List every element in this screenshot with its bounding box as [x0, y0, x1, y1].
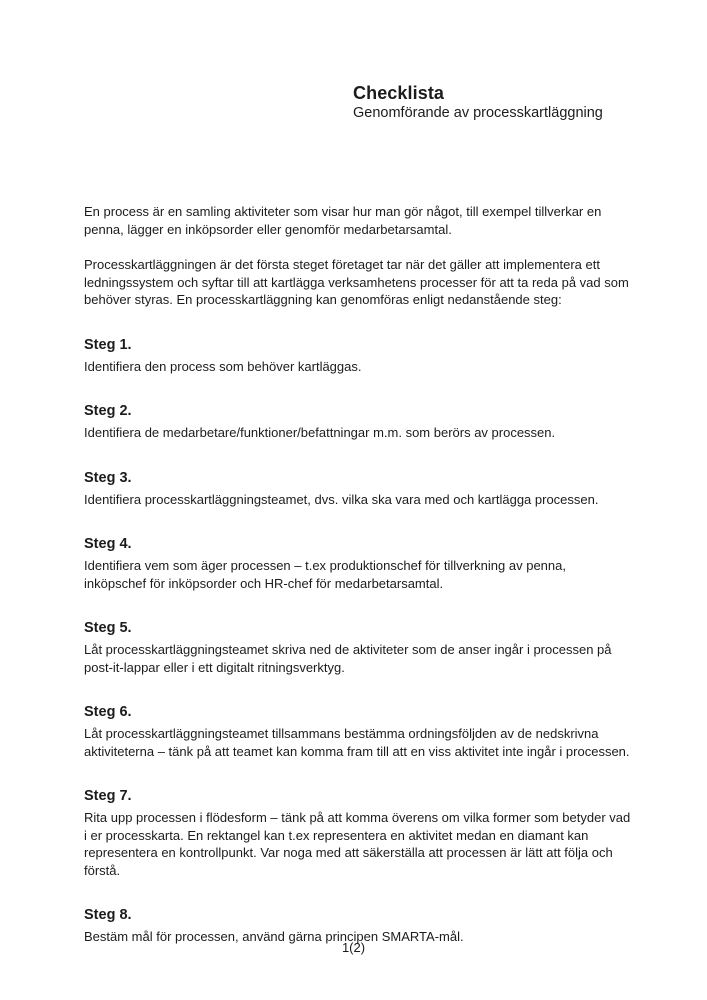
title-block — [353, 82, 603, 123]
step-body-4: Identifiera vem som äger processen – t.ex produktionschef för tillverkning av penna, inköpschef för inköpsorder och HR-chef för medarbetarsamtal. — [84, 558, 566, 591]
step-heading-8: Steg 8. — [84, 907, 132, 923]
intro-paragraph-1: En process är en samling aktiviteter som visar hur man gör något, till exempel tillverkar en penna, lägger en inköpsorder eller genomför medarbetarsamtal. — [84, 204, 602, 237]
step-heading-4: Steg 4. — [84, 536, 132, 552]
step-heading-6: Steg 6. — [84, 704, 132, 720]
intro-paragraph-2: Processkartläggningen är det första steget företaget tar när det gäller att implementera ett ledningssystem och syftar till att kartlägga verksamhetens processer för att ta reda på vad som behöver styras. En processkartläggning kan genomföras enligt nedanstående steg: — [84, 257, 629, 307]
step-body-7: Rita upp processen i flödesform – tänk på att komma överens om vilka former som betyder vad i er processkarta. En rektangel kan t.ex representera en aktivitet medan en diamant kan representera en kontrollpunkt. Var noga med att säkerställa att processen är lätt att följa och förstå. — [84, 810, 631, 878]
step-body-6: Låt processkartläggningsteamet tillsammans bestämma ordningsföljden av de nedskrivna aktiviteterna – tänk på att teamet kan komma fram till att en viss aktivitet inte ingår i processen. — [84, 726, 630, 759]
step-heading-1: Steg 1. — [84, 336, 132, 353]
step-body-1: Identifiera den process som behöver kartläggas. — [84, 358, 362, 374]
step-section-5 — [84, 619, 631, 676]
step-body-3: Identifiera processkartläggningsteamet, dvs. vilka ska vara med och kartlägga processen. — [84, 491, 599, 507]
page-subtitle: Genomförande av processkartläggning — [353, 105, 603, 121]
step-heading-5: Steg 5. — [84, 620, 132, 636]
step-body-2: Identifiera de medarbetare/funktioner/befattningar m.m. som berörs av processen. — [84, 425, 556, 440]
step-section-1 — [84, 336, 631, 376]
page-number: 1(2) — [341, 940, 366, 955]
step-heading-7: Steg 7. — [84, 788, 132, 804]
step-body-5: Låt processkartläggningsteamet skriva ned de aktiviteter som de anser ingår i processen på post-it-lappar eller i ett digitalt ritningsverktyg. — [84, 642, 612, 675]
step-section-6 — [84, 703, 631, 760]
step-heading-2: Steg 2. — [84, 403, 132, 419]
page-title: Checklista — [353, 83, 445, 103]
step-section-3 — [84, 469, 631, 509]
document-body — [84, 203, 631, 946]
step-section-7 — [84, 787, 631, 879]
step-section-4 — [84, 535, 631, 592]
step-body-8: Bestäm mål för processen, använd gärna principen SMARTA-mål. — [84, 929, 464, 944]
step-heading-3: Steg 3. — [84, 469, 132, 486]
step-section-2 — [84, 402, 631, 442]
